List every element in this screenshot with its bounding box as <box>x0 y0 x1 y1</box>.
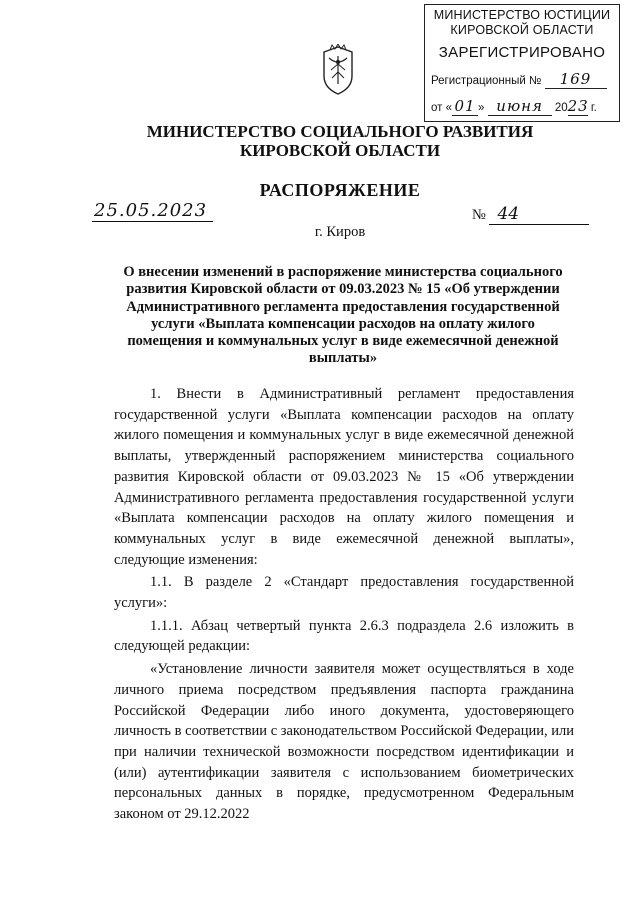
stamp-reg-number: 169 <box>545 70 607 89</box>
document-date: 25.05.2023 <box>92 200 213 222</box>
stamp-reg-label: Регистрационный № <box>431 75 542 87</box>
stamp-organization: МИНИСТЕРСТВО ЮСТИЦИИ КИРОВСКОЙ ОБЛАСТИ <box>433 8 611 37</box>
document-type: РАСПОРЯЖЕНИЕ <box>259 180 421 200</box>
registration-stamp <box>424 4 620 122</box>
paragraph-1: 1. Внести в Административный регламент предоставления государственной услуги «Выплата компенсации расходов на оплату жилого помещения и коммунальных услуг в виде ежемесячной денежной выплаты, утвержденный распоряжением министерства социального развития Кировской области от 09.03.2023 № 15 «Об утверждении Административного регламента предоставления государственной услуги «Выплата компенсации расходов на оплату жилого помещения и коммунальных услуг в виде ежемесячной денежной выплаты», следующие изменения: <box>114 386 574 568</box>
city: г. Киров <box>314 224 366 240</box>
paragraph-1-1: 1.1. В разделе 2 «Стандарт предоставления государственной услуги»: <box>114 574 574 612</box>
stamp-registration-line <box>425 70 619 89</box>
document-subject: О внесении изменений в распоряжение министерства социального развития Кировской области от 09.03.2023 № 15 «Об утверждении Административного регламента предоставления государственной услуги «Выплата компенсации расходов на оплату жилого помещения и коммунальных услуг в виде ежемесячной денежной выплаты» <box>123 264 563 367</box>
number-label: № <box>472 207 486 223</box>
ministry-name: МИНИСТЕРСТВО СОЦИАЛЬНОГО РАЗВИТИЯ КИРОВСКОЙ ОБЛАСТИ <box>146 122 534 160</box>
stamp-from-label: от « <box>431 102 453 114</box>
stamp-date-line <box>425 97 619 116</box>
document-body <box>114 384 574 827</box>
paragraph-quote: «Установление личности заявителя может осуществляться в ходе личного приема посредством предъявления паспорта гражданина Российской Федерации либо иного документа, удостоверяющего личность в соответствии с законодательством Российской Федерации, или при наличии технической возможности посредством идентификации и (или) аутентификации заявителя с использованием биометрических персональных данных в порядке, предусмотренном Федеральным законом от 29.12.2022 <box>114 661 574 823</box>
stamp-registered-label: ЗАРЕГИСТРИРОВАНО <box>438 44 606 61</box>
stamp-day: 01 <box>452 97 478 116</box>
coat-of-arms-icon <box>318 44 358 96</box>
stamp-close-quote: » <box>478 102 485 114</box>
stamp-year-unit: г. <box>590 102 597 114</box>
paragraph-1-1-1: 1.1.1. Абзац четвертый пункта 2.6.3 подраздела 2.6 изложить в следующей редакции: <box>114 617 574 655</box>
stamp-month: июня <box>488 97 552 116</box>
stamp-year-suffix: 23 <box>567 97 589 115</box>
stamp-year-prefix: 20 <box>554 102 568 114</box>
document-number: 44 <box>489 204 589 225</box>
document-number-field <box>472 204 589 225</box>
